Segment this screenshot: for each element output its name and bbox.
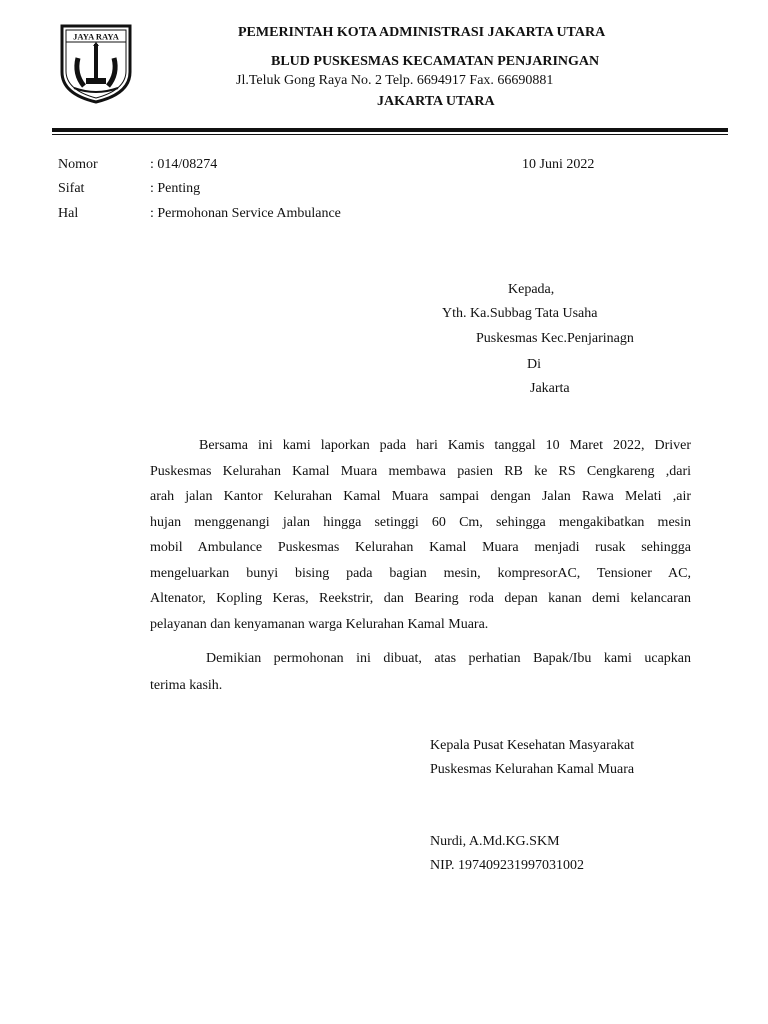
signature-title-1: Kepala Pusat Kesehatan Masyarakat bbox=[430, 738, 635, 753]
body-line: hujan menggenangi jalan hingga setinggi 60 Cm, sehingga mengakibatkan mesin bbox=[150, 514, 691, 530]
body-line: mengeluarkan bunyi bising pada bagian mesin, kompresorAC, Tensioner AC, bbox=[150, 565, 691, 581]
signature-nip: NIP. 197409231997031002 bbox=[430, 858, 585, 873]
sifat-label: Sifat bbox=[58, 181, 85, 196]
recipient-place: Jakarta bbox=[530, 381, 570, 396]
sifat-value: : Penting bbox=[150, 181, 201, 196]
letterhead-divider-thick bbox=[52, 128, 728, 132]
body-paragraph-1 bbox=[150, 433, 691, 637]
body-line: mobil Ambulance Puskesmas Kelurahan Kamal Muara menjadi rusak sehingga bbox=[150, 540, 691, 555]
nomor-label: Nomor bbox=[58, 157, 98, 172]
body-line: arah jalan Kantor Kelurahan Kamal Muara sampai dengan Jalan Rawa Melati ,air bbox=[150, 489, 691, 504]
signature-name: Nurdi, A.Md.KG.SKM bbox=[430, 834, 560, 849]
letter-date: 10 Juni 2022 bbox=[522, 157, 595, 172]
recipient-organization: Puskesmas Kec.Penjarinagn bbox=[476, 331, 634, 346]
hal-value: : Permohonan Service Ambulance bbox=[150, 206, 341, 221]
recipient-yth: Yth. Ka.Subbag Tata Usaha bbox=[442, 306, 598, 321]
recipient-kepada: Kepada, bbox=[508, 282, 555, 297]
body-line: pelayanan dan kenyamanan warga Kelurahan Kamal Muara. bbox=[150, 616, 489, 632]
nomor-value: : 014/08274 bbox=[150, 157, 218, 172]
body-line: terima kasih. bbox=[150, 678, 223, 693]
body-line: Altenator, Kopling Keras, Reekstrir, dan Bearing roda depan kanan demi kelancaran bbox=[150, 591, 691, 606]
city-emblem-logo bbox=[52, 22, 140, 104]
recipient-di: Di bbox=[527, 357, 541, 372]
body-line: Bersama ini kami laporkan pada hari Kamis tanggal 10 Maret 2022, Driver bbox=[199, 438, 691, 453]
letterhead-divider-thin bbox=[52, 134, 728, 135]
letterhead-address: Jl.Teluk Gong Raya No. 2 Telp. 6694917 Fax. 66690881 bbox=[236, 73, 554, 88]
letterhead-city: JAKARTA UTARA bbox=[377, 94, 495, 109]
letterhead-government: PEMERINTAH KOTA ADMINISTRASI JAKARTA UTARA bbox=[238, 25, 606, 40]
body-line: Demikian permohonan ini dibuat, atas perhatian Bapak/Ibu kami ucapkan bbox=[206, 651, 691, 666]
body-line: Puskesmas Kelurahan Kamal Muara membawa pasien RB ke RS Cengkareng ,dari bbox=[150, 463, 691, 479]
hal-label: Hal bbox=[58, 206, 79, 221]
signature-title-2: Puskesmas Kelurahan Kamal Muara bbox=[430, 762, 635, 777]
body-paragraph-2 bbox=[150, 645, 691, 699]
letterhead-institution: BLUD PUSKESMAS KECAMATAN PENJARINGAN bbox=[271, 54, 600, 69]
logo-lettering: JAYA RAYA bbox=[73, 31, 119, 42]
